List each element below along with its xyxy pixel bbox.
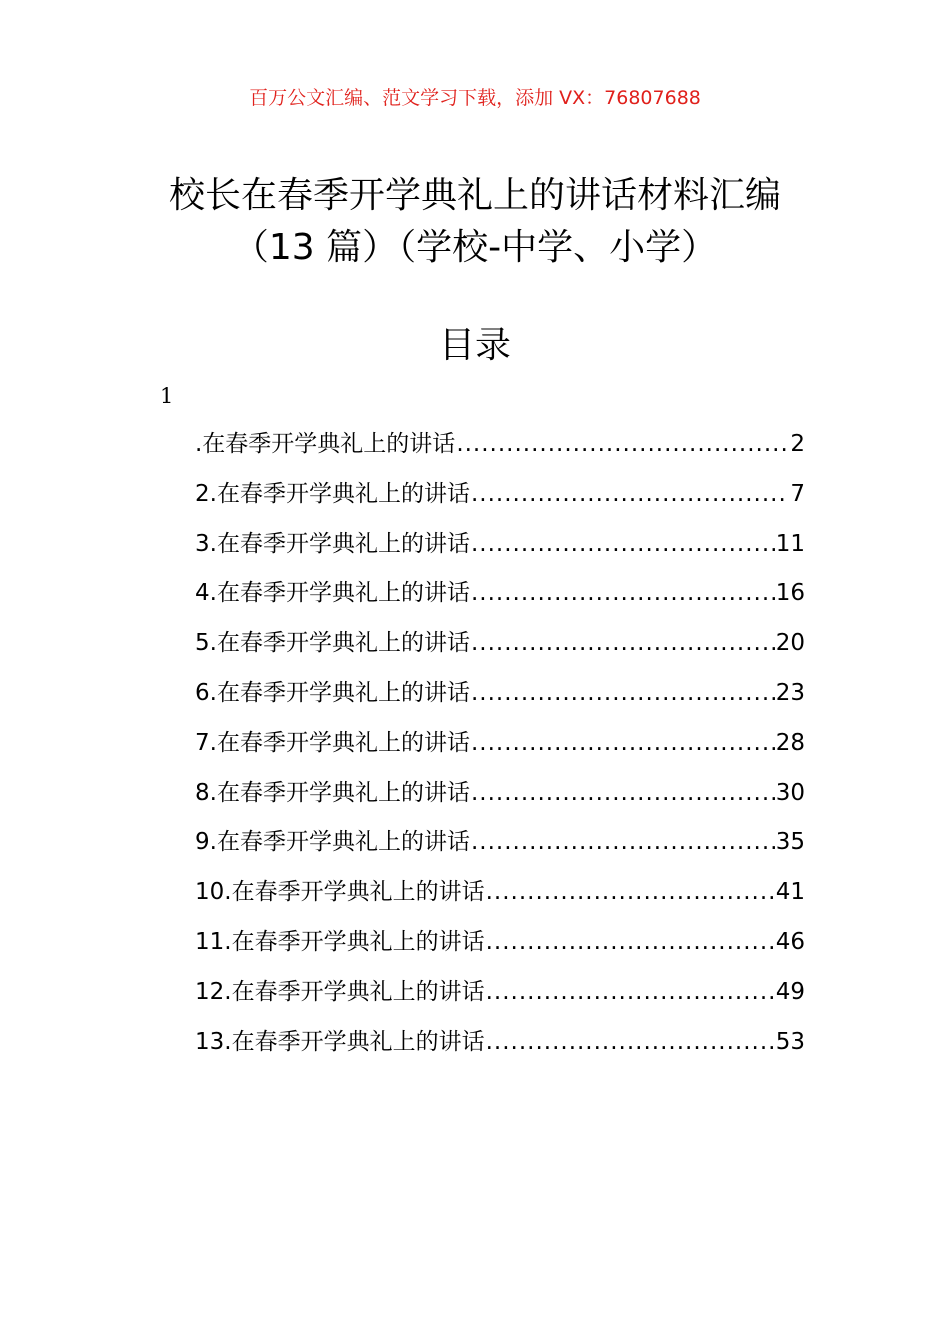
document-title-line-1: 校长在春季开学典礼上的讲话材料汇编 [168, 175, 781, 216]
toc-dot-leader [486, 875, 775, 909]
toc-entry-page: 20 [775, 630, 805, 657]
toc-entry-title: .在春季开学典礼上的讲话 [195, 431, 456, 457]
toc-entry-page: 30 [775, 779, 805, 806]
toc-list [195, 427, 805, 1074]
toc-entry-page: 49 [775, 978, 805, 1005]
toc-entry-page: 16 [775, 580, 805, 607]
toc-entry[interactable] [195, 726, 805, 776]
toc-entry-title: 10.在春季开学典礼上的讲话 [195, 879, 485, 906]
toc-entry[interactable] [195, 626, 805, 676]
toc-entry-title: 8.在春季开学典礼上的讲话 [195, 779, 470, 806]
toc-dot-leader [486, 975, 775, 1009]
toc-entry[interactable] [195, 477, 805, 527]
toc-entry-page: 11 [775, 530, 805, 557]
stray-number: 1 [160, 384, 174, 408]
toc-dot-leader [471, 626, 775, 660]
toc-entry[interactable] [195, 875, 805, 925]
toc-heading: 目录 [438, 325, 511, 366]
toc-entry[interactable] [195, 576, 805, 626]
toc-entry-title: 13.在春季开学典礼上的讲话 [195, 1028, 485, 1055]
toc-dot-leader [471, 527, 775, 561]
toc-dot-leader [471, 726, 775, 760]
toc-entry-title: 3.在春季开学典礼上的讲话 [195, 530, 470, 557]
toc-entry[interactable] [195, 427, 805, 477]
toc-entry-title: 12.在春季开学典礼上的讲话 [195, 978, 485, 1005]
toc-entry-title: 4.在春季开学典礼上的讲话 [195, 580, 470, 607]
toc-entry-page: 46 [775, 928, 805, 955]
toc-entry-title: 9.在春季开学典礼上的讲话 [195, 829, 470, 856]
toc-entry-page: 2 [790, 431, 805, 457]
toc-dot-leader [471, 825, 775, 859]
toc-entry-title: 11.在春季开学典礼上的讲话 [195, 928, 485, 955]
toc-entry-page: 41 [775, 879, 805, 906]
toc-dot-leader [456, 427, 789, 461]
toc-entry-title: 7.在春季开学典礼上的讲话 [195, 729, 470, 756]
toc-entry-page: 23 [775, 679, 805, 706]
toc-entry-page: 7 [790, 480, 805, 507]
toc-dot-leader [471, 676, 775, 710]
toc-entry-page: 53 [775, 1028, 805, 1055]
header-note: 百万公文汇编、范文学习下载，添加 VX：76807688 [249, 87, 701, 109]
toc-entry[interactable] [195, 975, 805, 1025]
toc-entry[interactable] [195, 1025, 805, 1075]
toc-dot-leader [471, 477, 789, 511]
toc-entry-title: 6.在春季开学典礼上的讲话 [195, 679, 470, 706]
document-title-line-2: （13 篇）（学校-中学、小学） [232, 227, 718, 268]
toc-entry[interactable] [195, 825, 805, 875]
toc-entry[interactable] [195, 676, 805, 726]
toc-dot-leader [471, 576, 775, 610]
toc-entry[interactable] [195, 925, 805, 975]
toc-entry[interactable] [195, 776, 805, 826]
toc-dot-leader [486, 925, 775, 959]
toc-entry-title: 5.在春季开学典礼上的讲话 [195, 630, 470, 657]
toc-entry-page: 35 [775, 829, 805, 856]
toc-entry[interactable] [195, 527, 805, 577]
toc-dot-leader [471, 776, 775, 810]
toc-dot-leader [486, 1025, 775, 1059]
toc-entry-page: 28 [775, 729, 805, 756]
toc-entry-title: 2.在春季开学典礼上的讲话 [195, 480, 470, 507]
